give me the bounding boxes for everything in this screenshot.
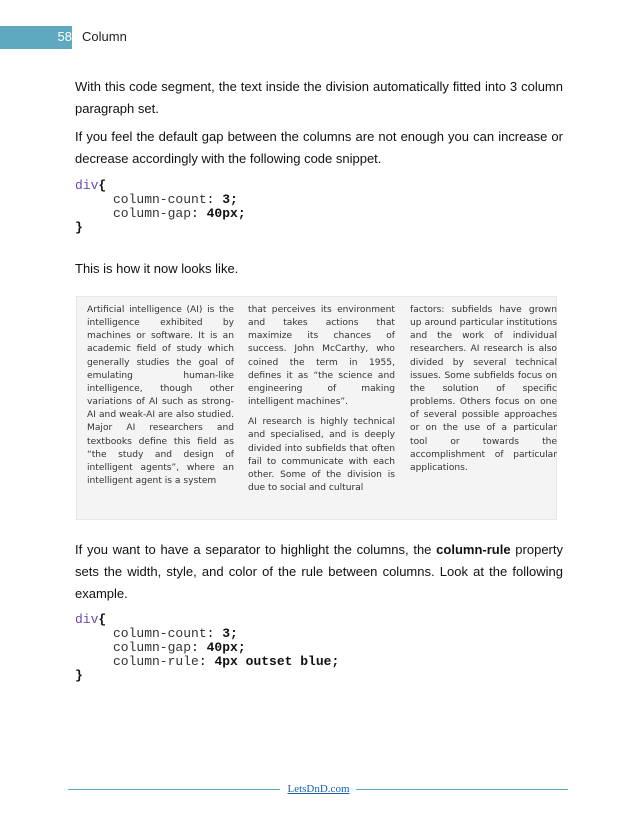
code-selector: div — [75, 612, 99, 627]
paragraph-gap: If you feel the default gap between the columns are not enough you can increase or decrease accordingly with the following code snippet. — [75, 129, 563, 166]
column-example-figure — [76, 296, 557, 520]
paragraph-column-rule — [75, 539, 563, 605]
figure-text: factors: subfields have grown up around particular institutions and the work of individual researchers. AI research is also divided by several technical issues. Some subfields focus on the solution of specific problems. Others focus on one of several possible approaches or on the use of a particular tool or towards the accomplishment of particular applications. — [410, 305, 557, 473]
paragraph-text: property sets the width, style, and color of the rule between columns. Look at the following example. — [75, 542, 563, 601]
paragraph-result: This is how it now looks like. — [75, 261, 239, 276]
keyword-column-rule: column-rule — [436, 542, 511, 557]
paragraph-intro: With this code segment, the text inside the division automatically fitted into 3 column paragraph set. — [75, 79, 563, 116]
figure-column-2 — [248, 304, 395, 502]
figure-column-1 — [87, 304, 234, 495]
footer-site-link[interactable]: LetsDnD.com — [287, 783, 350, 795]
code-property: column-count — [113, 626, 207, 641]
figure-text: AI research is highly technical and specialised, and is deeply divided into subfields that often fail to communicate with each other. Some of the division is due to social and cultural — [248, 417, 395, 494]
figure-text: that perceives its environment and takes actions that maximize its chances of success. John McCarthy, who coined the term in 1955, defines it as “the science and engineering of making intelligent machines”. — [248, 305, 395, 408]
section-title: Column — [82, 29, 127, 44]
code-open-brace: { — [98, 612, 107, 627]
code-selector: div — [75, 178, 99, 193]
code-property: column-gap — [113, 206, 192, 221]
code-value: 40px; — [206, 640, 246, 655]
code-property: column-count — [113, 192, 207, 207]
code-property: column-rule — [113, 654, 199, 669]
code-value: 40px; — [206, 206, 246, 221]
footer-rule-left — [68, 789, 280, 790]
footer-rule-right — [356, 789, 568, 790]
page-number: 58 — [57, 29, 72, 44]
code-open-brace: { — [98, 178, 107, 193]
code-block-column-gap: div{ column-count: 3; column-gap: 40px; } — [75, 178, 246, 235]
code-block-column-rule: div{ column-count: 3; column-gap: 40px; column-rule: 4px outset blue; } — [75, 612, 340, 683]
figure-column-3 — [410, 304, 557, 482]
code-close-brace: } — [75, 668, 83, 683]
code-close-brace: } — [75, 220, 83, 235]
paragraph-text: If you want to have a separator to highlight the columns, the — [75, 542, 437, 557]
code-value: 4px outset blue; — [214, 654, 340, 669]
code-value: 3; — [222, 192, 238, 207]
code-value: 3; — [222, 626, 238, 641]
figure-text: Artificial intelligence (AI) is the intelligence exhibited by machines or software. It is an academic field of study which generally studies the goal of emulating human-like intelligence, though other variations of AI such as strong-AI and weak-AI are also studied. Major AI researchers and textbooks define this field as “the study and design of intelligent agents”, where an intelligent agent is a system — [87, 305, 234, 487]
code-property: column-gap — [113, 640, 192, 655]
